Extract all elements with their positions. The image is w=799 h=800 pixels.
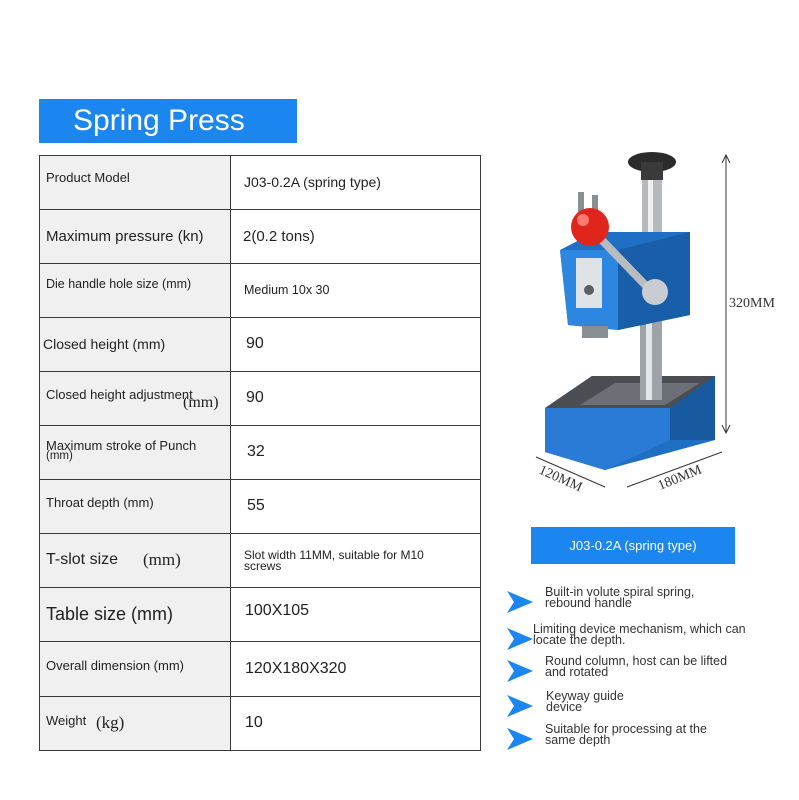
- title-banner: [39, 99, 297, 143]
- dimension-width-label: 180MM: [655, 462, 705, 494]
- arrow-icon: [507, 660, 533, 682]
- spec-value: 90: [246, 335, 264, 353]
- list-item: Keyway guide device: [505, 691, 795, 721]
- spec-value: 55: [247, 497, 265, 515]
- machine-head: [560, 232, 690, 338]
- spec-label: Weight: [46, 712, 87, 728]
- spec-label-unit: (kg): [96, 713, 125, 732]
- table-row: [40, 534, 481, 588]
- list-item: Built-in volute spiral spring, rebound handle: [505, 587, 795, 617]
- list-item: Limiting device mechanism, which can locate the depth.: [505, 624, 795, 654]
- spec-label: Closed height (mm): [43, 336, 166, 353]
- list-item: Suitable for processing at the same depth: [505, 724, 795, 754]
- spring-press-illustration: [500, 140, 799, 510]
- table-row: [40, 426, 481, 480]
- spec-table: [39, 155, 481, 751]
- spec-value: 10: [245, 714, 263, 732]
- arrow-icon: [507, 695, 533, 717]
- spec-value: Slot width 11MM, suitable for M10 screws: [244, 547, 424, 573]
- machine-base: [545, 376, 715, 470]
- table-row: [40, 480, 481, 534]
- arrow-icon: [507, 591, 533, 613]
- red-ball-handle: [571, 208, 609, 246]
- table-row: [40, 697, 481, 751]
- arrow-icon: [507, 628, 533, 650]
- spec-label: Maximum pressure (kn): [46, 227, 204, 245]
- table-row: [40, 264, 481, 318]
- spec-value: 100X105: [245, 602, 310, 620]
- spec-label: T-slot size: [46, 551, 119, 569]
- table-row: [40, 210, 481, 264]
- spec-label: Product Model: [46, 169, 130, 185]
- spec-value: Medium 10x 30: [244, 282, 330, 297]
- list-item: Round column, host can be lifted and rotated: [505, 656, 795, 686]
- table-row: [40, 372, 481, 426]
- spec-label-unit: (mm): [143, 550, 181, 569]
- spec-label: Overall dimension (mm): [46, 658, 184, 674]
- arrow-icon: [507, 728, 533, 750]
- spec-value: 120X180X320: [245, 659, 347, 677]
- dimension-height-label: 320MM: [729, 296, 775, 311]
- page-title: Spring Press: [73, 104, 245, 137]
- spec-label-unit: (mm): [46, 450, 73, 462]
- spec-value: 2(0.2 tons): [243, 227, 315, 245]
- spec-label: Throat depth (mm): [46, 494, 154, 510]
- spec-value: 90: [246, 389, 264, 407]
- table-row: [40, 156, 481, 210]
- spec-label: Die handle hole size (mm): [46, 276, 192, 291]
- table-row: [40, 642, 481, 697]
- spec-value: 32: [247, 443, 265, 461]
- model-badge: J03-0.2A (spring type): [531, 527, 735, 564]
- adjust-knob: [628, 152, 676, 180]
- spec-value: J03-0.2A (spring type): [244, 174, 381, 191]
- dimension-depth-label: 120MM: [536, 462, 585, 496]
- table-row: [40, 318, 481, 372]
- spec-label: Maximum stroke of Punch: [46, 438, 197, 453]
- spec-label: Closed height adjustment: [46, 386, 193, 402]
- spec-label: Table size (mm): [46, 604, 174, 625]
- table-row: [40, 588, 481, 642]
- spec-label-unit: (mm): [183, 394, 219, 411]
